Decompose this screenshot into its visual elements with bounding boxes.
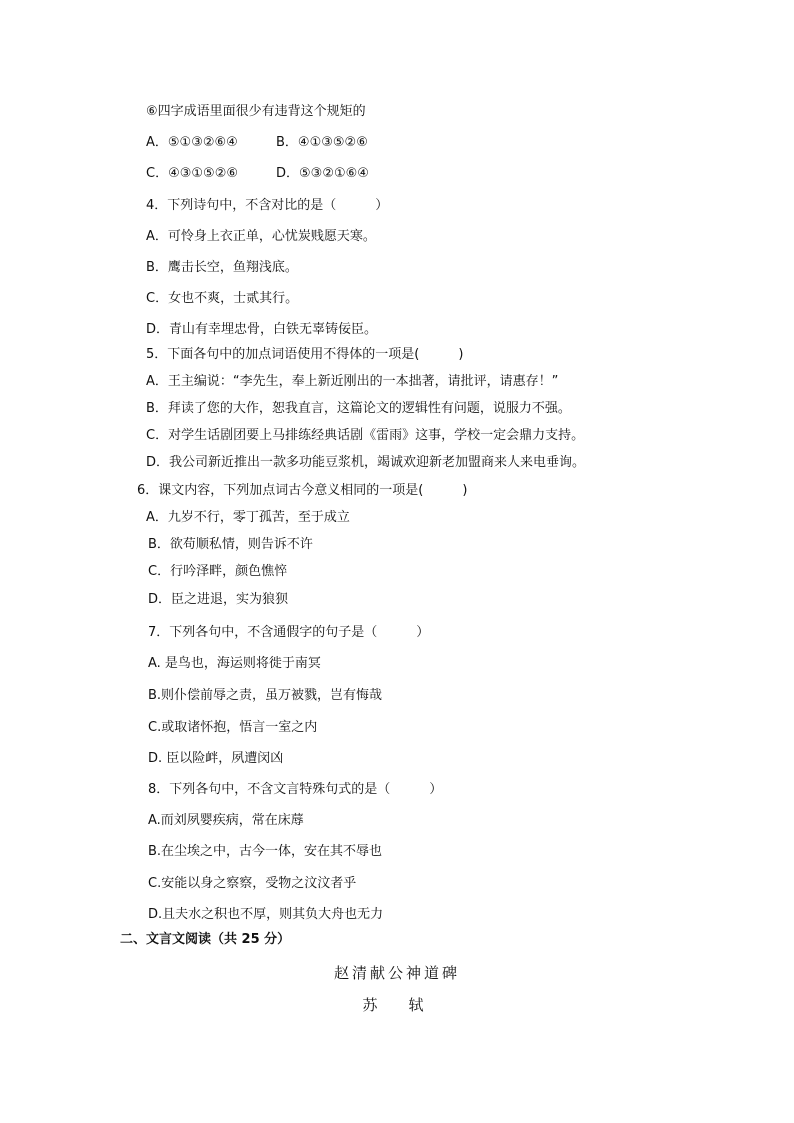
q5-option-a: A．王主编说：“李先生，奉上新近刚出的一本拙著，请批评，请惠存！” (146, 374, 559, 389)
q6-option-a: A．九岁不行，零丁孤苦，至于成立 (146, 510, 350, 525)
q6-stem: 6．课文内容，下列加点词古今意义相同的一项是( ) (137, 483, 468, 498)
passage-title: 赵清献公神道碑 (333, 964, 460, 982)
q8-option-c: C.安能以身之察察，受物之汶汶者乎 (148, 876, 357, 891)
q7-option-c: C.或取诸怀抱，悟言一室之内 (148, 720, 318, 735)
q3-option-d: D．⑤③②①⑥④ (276, 166, 369, 181)
q3-item-6: ⑥四字成语里面很少有违背这个规矩的 (146, 104, 366, 119)
q8-option-a: A.而刘夙婴疾病，常在床蓐 (148, 813, 304, 828)
q3-option-a: A．⑤①③②⑥④ (146, 135, 238, 150)
q5-option-b: B．拜读了您的大作，恕我直言，这篇论文的逻辑性有问题，说服力不强。 (146, 401, 571, 416)
q5-option-d: D．我公司新近推出一款多功能豆浆机，竭诚欢迎新老加盟商来人来电垂询。 (146, 455, 586, 470)
q4-option-a: A．可怜身上衣正单，心忧炭贱愿天寒。 (146, 229, 376, 244)
q5-option-c: C．对学生话剧团要上马排练经典话剧《雷雨》这事，学校一定会鼎力支持。 (146, 428, 585, 443)
section-heading: 二、文言文阅读（共 25 分） (120, 932, 291, 947)
q7-option-d: D. 臣以险衅，夙遭闵凶 (148, 751, 284, 766)
q3-options-ab (146, 135, 368, 151)
q8-option-d: D.且夫水之积也不厚，则其负大舟也无力 (148, 907, 384, 922)
q3-option-b: B．④①③⑤②⑥ (276, 135, 368, 150)
q3-options-cd (146, 166, 369, 182)
q3-option-c: C．④③①⑤②⑥ (146, 166, 239, 181)
q8-option-b: B.在尘埃之中，古今一体，安在其不辱也 (148, 844, 383, 859)
q4-option-d: D．青山有幸埋忠骨，白铁无辜铸佞臣。 (146, 322, 378, 337)
q4-stem: 4．下列诗句中，不含对比的是（ ） (146, 198, 389, 213)
q7-stem: 7．下列各句中，不含通假字的句子是（ ） (148, 625, 430, 640)
q7-option-a: A. 是鸟也，海运则将徙于南冥 (148, 656, 321, 671)
q6-option-b: B．欲苟顺私情，则告诉不许 (148, 537, 313, 552)
q4-option-b: B．鹰击长空，鱼翔浅底。 (146, 260, 298, 275)
passage-author: 苏 轼 (362, 996, 432, 1014)
q5-stem: 5．下面各句中的加点词语使用不得体的一项是( ) (146, 347, 464, 362)
q7-option-b: B.则仆偿前辱之责，虽万被戮，岂有悔哉 (148, 688, 383, 703)
q8-stem: 8．下列各句中，不含文言特殊句式的是（ ） (148, 782, 443, 797)
q4-option-c: C．女也不爽，士贰其行。 (146, 291, 299, 306)
q6-option-c: C．行吟泽畔，颜色憔悴 (148, 564, 288, 579)
q6-option-d: D．臣之进退，实为狼狈 (148, 592, 289, 607)
